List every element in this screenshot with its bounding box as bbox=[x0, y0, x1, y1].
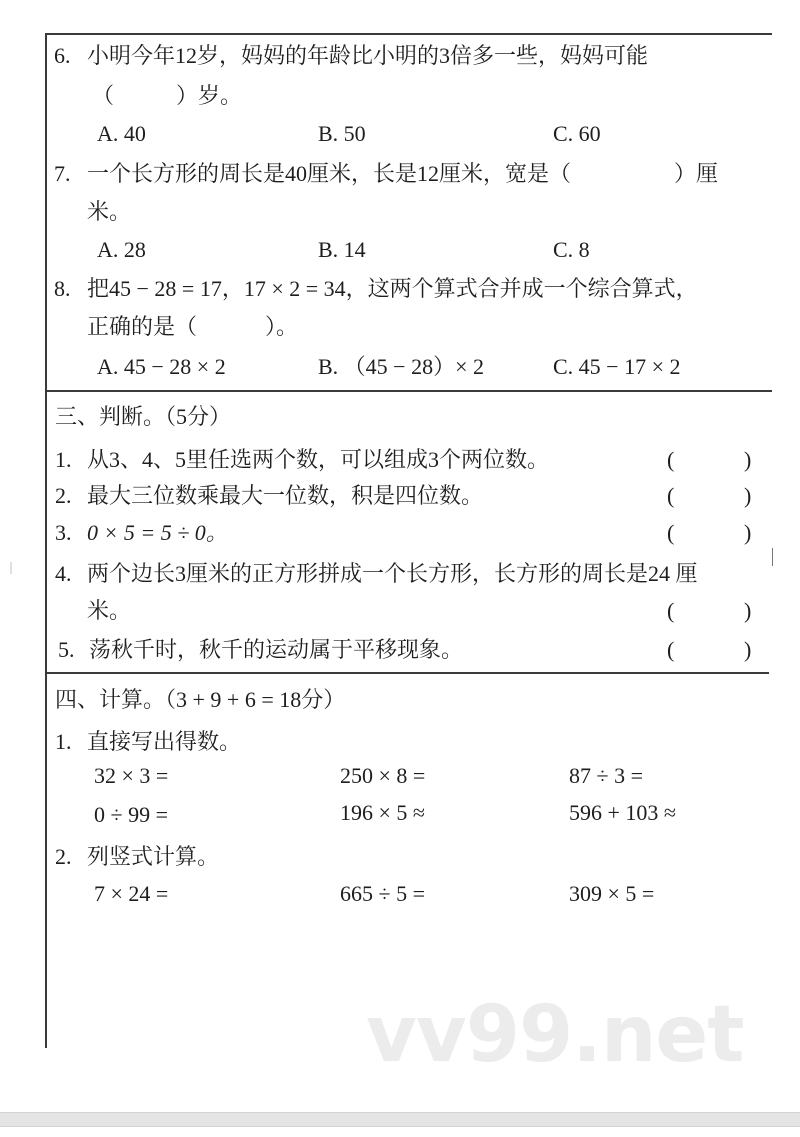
watermark: vv99.net bbox=[366, 990, 744, 1080]
item-number: 2. bbox=[55, 483, 72, 508]
page-separator bbox=[0, 1112, 800, 1127]
section-three-heading: 三、判断。（5分） bbox=[55, 404, 232, 429]
blank-open: （ bbox=[92, 83, 115, 108]
calc-problem[interactable]: 250 × 8 = bbox=[340, 763, 426, 788]
answer-paren-close[interactable]: ) bbox=[744, 520, 752, 545]
edge-mark bbox=[772, 548, 773, 566]
question-text: 小明今年12岁，妈妈的年龄比小明的3倍多一些，妈妈可能 bbox=[87, 43, 649, 68]
option-c[interactable]: C. 45 − 17 × 2 bbox=[553, 354, 681, 379]
calc-problem[interactable]: 32 × 3 = bbox=[94, 763, 169, 788]
question-text-tail: ）厘 bbox=[674, 161, 719, 186]
calc-problem[interactable]: 596 + 103 ≈ bbox=[569, 800, 676, 825]
item-text: 米。 bbox=[87, 598, 132, 623]
calc-problem[interactable]: 0 ÷ 99 = bbox=[94, 802, 168, 827]
option-b[interactable]: B. 50 bbox=[318, 121, 366, 146]
calc-problem[interactable]: 87 ÷ 3 = bbox=[569, 763, 643, 788]
answer-paren-open[interactable]: ( bbox=[667, 483, 675, 508]
item-text: 从3、4、5里任选两个数，可以组成3个两位数。 bbox=[87, 447, 550, 472]
section-four-heading: 四、计算。（3 + 9 + 6 = 18分） bbox=[55, 687, 346, 712]
option-a[interactable]: A. 40 bbox=[97, 121, 146, 146]
item-number: 4. bbox=[55, 561, 72, 586]
part-title: 列竖式计算。 bbox=[87, 844, 220, 869]
option-a[interactable]: A. 28 bbox=[97, 237, 146, 262]
answer-paren-close[interactable]: ) bbox=[744, 447, 752, 472]
edge-mark-left bbox=[10, 562, 12, 574]
calc-problem[interactable]: 665 ÷ 5 = bbox=[340, 881, 425, 906]
question-number: 8. bbox=[54, 276, 71, 301]
item-text: 两个边长3厘米的正方形拼成一个长方形，长方形的周长是24 厘 bbox=[87, 561, 698, 586]
left-border bbox=[45, 33, 47, 1048]
top-border bbox=[45, 33, 772, 35]
question-number: 6. bbox=[54, 43, 71, 68]
option-b[interactable]: B. （45 − 28）× 2 bbox=[318, 354, 484, 379]
part-number: 2. bbox=[55, 844, 72, 869]
item-number: 5. bbox=[58, 637, 75, 662]
answer-paren-open[interactable]: ( bbox=[667, 520, 675, 545]
answer-paren-open[interactable]: ( bbox=[667, 637, 675, 662]
question-number: 7. bbox=[54, 161, 71, 186]
section-divider-1 bbox=[47, 390, 772, 392]
answer-paren-close[interactable]: ) bbox=[744, 598, 752, 623]
option-b[interactable]: B. 14 bbox=[318, 237, 366, 262]
option-c[interactable]: C. 8 bbox=[553, 237, 590, 262]
section-divider-2 bbox=[47, 672, 769, 674]
item-text: 0 × 5 = 5 ÷ 0。 bbox=[87, 520, 228, 545]
part-number: 1. bbox=[55, 729, 72, 754]
calc-problem[interactable]: 309 × 5 = bbox=[569, 881, 655, 906]
item-number: 1. bbox=[55, 447, 72, 472]
calc-problem[interactable]: 196 × 5 ≈ bbox=[340, 800, 425, 825]
answer-paren-open[interactable]: ( bbox=[667, 447, 675, 472]
blank-close[interactable]: ）。 bbox=[265, 314, 299, 339]
item-number: 3. bbox=[55, 520, 72, 545]
item-text: 荡秋千时，秋千的运动属于平移现象。 bbox=[89, 637, 464, 662]
answer-paren-open[interactable]: ( bbox=[667, 598, 675, 623]
item-text: 最大三位数乘最大一位数，积是四位数。 bbox=[87, 483, 484, 508]
option-c[interactable]: C. 60 bbox=[553, 121, 601, 146]
part-title: 直接写出得数。 bbox=[87, 729, 242, 754]
answer-paren-close[interactable]: ) bbox=[744, 637, 752, 662]
question-text: 把45 − 28 = 17，17 × 2 = 34，这两个算式合并成一个综合算式， bbox=[87, 276, 698, 301]
question-text: 米。 bbox=[87, 199, 132, 224]
blank-close[interactable]: ）岁。 bbox=[176, 83, 243, 108]
question-text: 正确的是（ bbox=[87, 314, 198, 339]
question-text: 一个长方形的周长是40厘米，长是12厘米，宽是（ bbox=[87, 161, 572, 186]
calc-problem[interactable]: 7 × 24 = bbox=[94, 881, 169, 906]
answer-paren-close[interactable]: ) bbox=[744, 483, 752, 508]
option-a[interactable]: A. 45 − 28 × 2 bbox=[97, 354, 226, 379]
